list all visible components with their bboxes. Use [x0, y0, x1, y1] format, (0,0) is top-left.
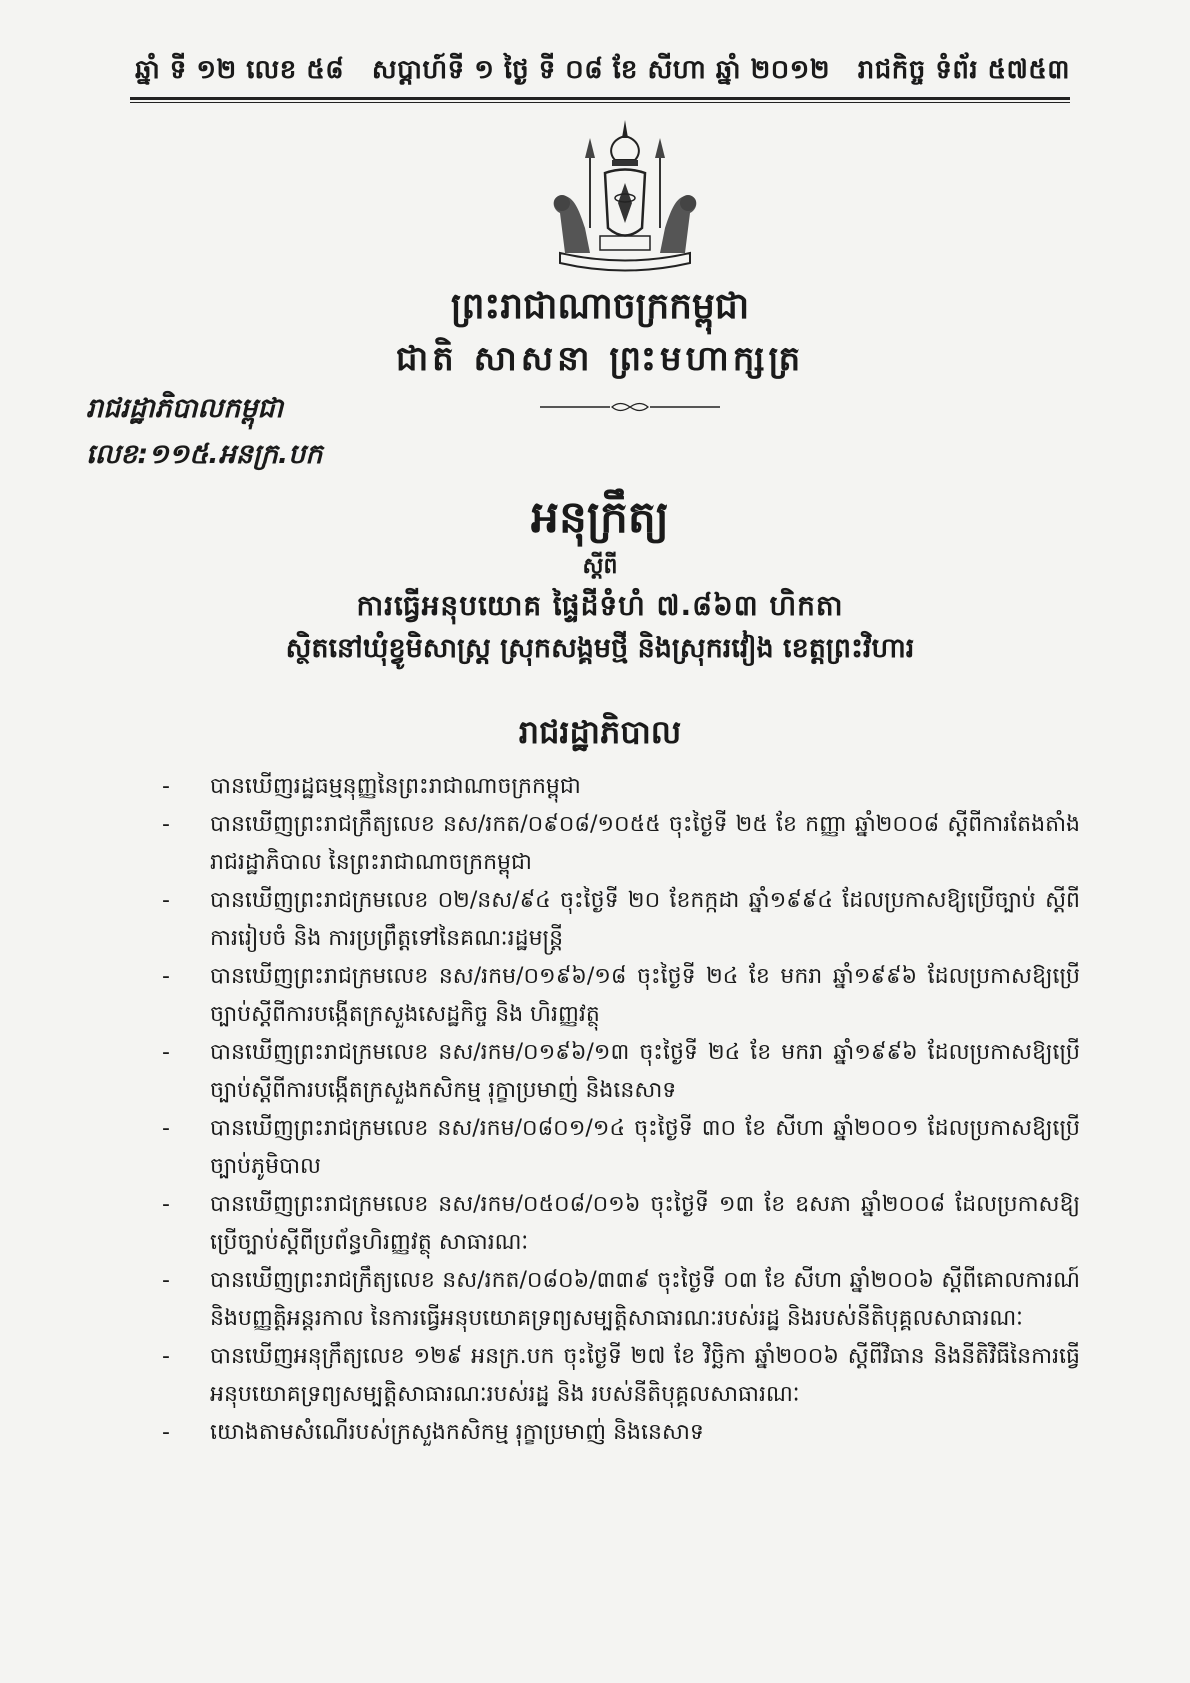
reference-text: បានឃើញអនុក្រឹត្យលេខ ១២៩ អនក្រ.បក ចុះថ្ងៃទី ២៧ ខែ វិច្ឆិកា ឆ្នាំ២០០៦ ស្តីពីវិធាន និងនីតិវិធីនៃការធ្វើអនុបយោគទ្រព្យសម្បត្តិសាធារណៈរបស់រដ្ឋ និង របស់នីតិបុគ្គលសាធារណៈ [210, 1344, 1080, 1407]
royal-emblem-icon [540, 118, 710, 278]
ornament-divider-icon [540, 400, 720, 414]
reference-text: បានឃើញព្រះរាជក្រមលេខ នស/រកម/០១៩៦/១៨ ចុះថ្ងៃទី ២៤ ខែ មករា ឆ្នាំ១៩៩៦ ដែលប្រកាសឱ្យប្រើច្បាប់ស្តីពីការបង្កើតក្រសួងសេដ្ឋកិច្ច និង ហិរញ្ញវត្ថុ [210, 964, 1080, 1027]
subject-line-2: ស្ថិតនៅឃុំខ្វូមិសាស្ត្រ ស្រុកសង្គមថ្មី និងស្រុករវៀង ខេត្តព្រះវិហារ [285, 633, 915, 664]
government-name: រាជរដ្ឋាភិបាលកម្ពុជា [86, 393, 284, 424]
list-item: - បានឃើញព្រះរាជក្រមលេខ នស/រកម/០១៩៦/១៣ ចុះថ្ងៃទី ២៤ ខែ មករា ឆ្នាំ១៩៩៦ ដែលប្រកាសឱ្យប្រើច្បាប់ស្តីពីការបង្កើតក្រសួងកសិកម្ម រុក្ខាប្រមាញ់ និងនេសាទ [162, 1040, 1080, 1103]
list-item: - បានឃើញព្រះរាជក្រមលេខ នស/រកម/០១៩៦/១៨ ចុះថ្ងៃទី ២៤ ខែ មករា ឆ្នាំ១៩៩៦ ដែលប្រកាសឱ្យប្រើច្បាប់ស្តីពីការបង្កើតក្រសួងសេដ្ឋកិច្ច និង ហិរញ្ញវត្ថុ [162, 964, 1080, 1027]
gazette-header [135, 52, 1070, 92]
document-number: លេខ:១១៥.អនក្រ.បក [86, 439, 323, 470]
list-item: - បានឃើញព្រះរាជក្រមលេខ នស/រកម/០៨០១/១៤ ចុះថ្ងៃទី ៣០ ខែ សីហា ឆ្នាំ២០០១ ដែលប្រកាសឱ្យប្រើច្បាប់ភូមិបាល [162, 1116, 1080, 1179]
reference-text: បានឃើញរដ្ឋធម្មនុញ្ញនៃព្រះរាជាណាចក្រកម្ពុជា [210, 774, 581, 799]
reference-text: បានឃើញព្រះរាជក្រឹត្យលេខ នស/រកត/០៩០៨/១០៥៥ ចុះថ្ងៃទី ២៥ ខែ កញ្ញា ឆ្នាំ២០០៨ ស្តីពីការតែងតាំងរាជរដ្ឋាភិបាល នៃព្រះរាជាណាចក្រកម្ពុជា [210, 812, 1080, 875]
gazette-volume: ឆ្នាំ ទី ១២ លេខ ៥៨ [135, 55, 345, 85]
list-item: - បានឃើញព្រះរាជក្រមលេខ នស/រកម/០៥០៨/០១៦ ចុះថ្ងៃទី ១៣ ខែ ឧសភា ឆ្នាំ២០០៨ ដែលប្រកាសឱ្យប្រើច្បាប់ស្តីពីប្រព័ន្ធហិរញ្ញវត្ថុ សាធារណៈ [162, 1192, 1080, 1255]
reference-text: បានឃើញព្រះរាជក្រមលេខ ០២/នស/៩៤ ចុះថ្ងៃទី ២០ ខែកក្កដា ឆ្នាំ១៩៩៤ ដែលប្រកាសឱ្យប្រើច្បាប់ ស្តីពីការរៀបចំ និង ការប្រព្រឹត្តទៅនៃគណៈរដ្ឋមន្ត្រី [210, 888, 1080, 951]
gazette-page: រាជកិច្ច ទំព័រ ៥៧៥៣ [857, 55, 1070, 85]
reference-text: យោងតាមសំណើរបស់ក្រសួងកសិកម្ម រុក្ខាប្រមាញ់ និងនេសាទ [210, 1420, 704, 1445]
list-item: - បានឃើញព្រះរាជក្រឹត្យលេខ នស/រកត/០៨០៦/៣៣៩ ចុះថ្ងៃទី ០៣ ខែ សីហា ឆ្នាំ២០០៦ ស្តីពីគោលការណ៍ និងបញ្ញត្តិអន្តរកាល នៃការធ្វើអនុបយោគទ្រព្យសម្បត្តិសាធារណៈរបស់រដ្ឋ និងរបស់នីតិបុគ្គលសាធារណៈ [162, 1268, 1080, 1331]
list-item: - យោងតាមសំណើរបស់ក្រសួងកសិកម្ម រុក្ខាប្រមាញ់ និងនេសាទ [162, 1420, 704, 1445]
list-item: - បានឃើញអនុក្រឹត្យលេខ ១២៩ អនក្រ.បក ចុះថ្ងៃទី ២៧ ខែ វិច្ឆិកា ឆ្នាំ២០០៦ ស្តីពីវិធាន និងនីតិវិធីនៃការធ្វើអនុបយោគទ្រព្យសម្បត្តិសាធារណៈរបស់រដ្ឋ និង របស់នីតិបុគ្គលសាធារណៈ [162, 1344, 1080, 1407]
section-heading: រាជរដ្ឋាភិបាល [518, 713, 682, 751]
reference-text: បានឃើញព្រះរាជក្រមលេខ នស/រកម/០៨០១/១៤ ចុះថ្ងៃទី ៣០ ខែ សីហា ឆ្នាំ២០០១ ដែលប្រកាសឱ្យប្រើច្បាប់ភូមិបាល [210, 1116, 1080, 1179]
subject-line-1: ការធ្វើអនុបយោគ ផ្ទៃដីទំហំ ៧.៨៦៣ ហិកតា [356, 589, 844, 622]
reference-text: បានឃើញព្រះរាជក្រមលេខ នស/រកម/០១៩៦/១៣ ចុះថ្ងៃទី ២៤ ខែ មករា ឆ្នាំ១៩៩៦ ដែលប្រកាសឱ្យប្រើច្បាប់ស្តីពីការបង្កើតក្រសួងកសិកម្ម រុក្ខាប្រមាញ់ និងនេសាទ [210, 1040, 1080, 1103]
reference-text: បានឃើញព្រះរាជក្រមលេខ នស/រកម/០៥០៨/០១៦ ចុះថ្ងៃទី ១៣ ខែ ឧសភា ឆ្នាំ២០០៨ ដែលប្រកាសឱ្យប្រើច្បាប់ស្តីពីប្រព័ន្ធហិរញ្ញវត្ថុ សាធារណៈ [210, 1192, 1080, 1255]
header-rule-thin [130, 102, 1070, 103]
header-rule [130, 97, 1070, 100]
list-item: - បានឃើញព្រះរាជក្រមលេខ ០២/នស/៩៤ ចុះថ្ងៃទី ២០ ខែកក្កដា ឆ្នាំ១៩៩៤ ដែលប្រកាសឱ្យប្រើច្បាប់ ស្តីពីការរៀបចំ និង ការប្រព្រឹត្តទៅនៃគណៈរដ្ឋមន្ត្រី [162, 888, 1080, 951]
kingdom-name: ព្រះរាជាណាចក្រកម្ពុជា [450, 286, 750, 327]
document-title: អនុក្រឹត្យ [531, 492, 669, 543]
list-item: - បានឃើញព្រះរាជក្រឹត្យលេខ នស/រកត/០៩០៨/១០៥៥ ចុះថ្ងៃទី ២៥ ខែ កញ្ញា ឆ្នាំ២០០៨ ស្តីពីការតែងតាំងរាជរដ្ឋាភិបាល នៃព្រះរាជាណាចក្រកម្ពុជា [162, 812, 1080, 875]
list-item: - បានឃើញរដ្ឋធម្មនុញ្ញនៃព្រះរាជាណាចក្រកម្ពុជា [162, 774, 581, 799]
gazette-date: សប្តាហ៍ទី ១ ថ្ងៃ ទី ០៨ ខែ សីហា ឆ្នាំ ២០១២ [371, 55, 831, 85]
reference-list [150, 768, 1080, 1452]
national-motto: ជាតិ សាសនា ព្រះមហាក្សត្រ [395, 339, 805, 379]
reference-text: បានឃើញព្រះរាជក្រឹត្យលេខ នស/រកត/០៨០៦/៣៣៩ ចុះថ្ងៃទី ០៣ ខែ សីហា ឆ្នាំ២០០៦ ស្តីពីគោលការណ៍ និងបញ្ញត្តិអន្តរកាល នៃការធ្វើអនុបយោគទ្រព្យសម្បត្តិសាធារណៈរបស់រដ្ឋ និងរបស់នីតិបុគ្គលសាធារណៈ [210, 1268, 1080, 1331]
about-label: ស្តីពី [582, 554, 618, 579]
